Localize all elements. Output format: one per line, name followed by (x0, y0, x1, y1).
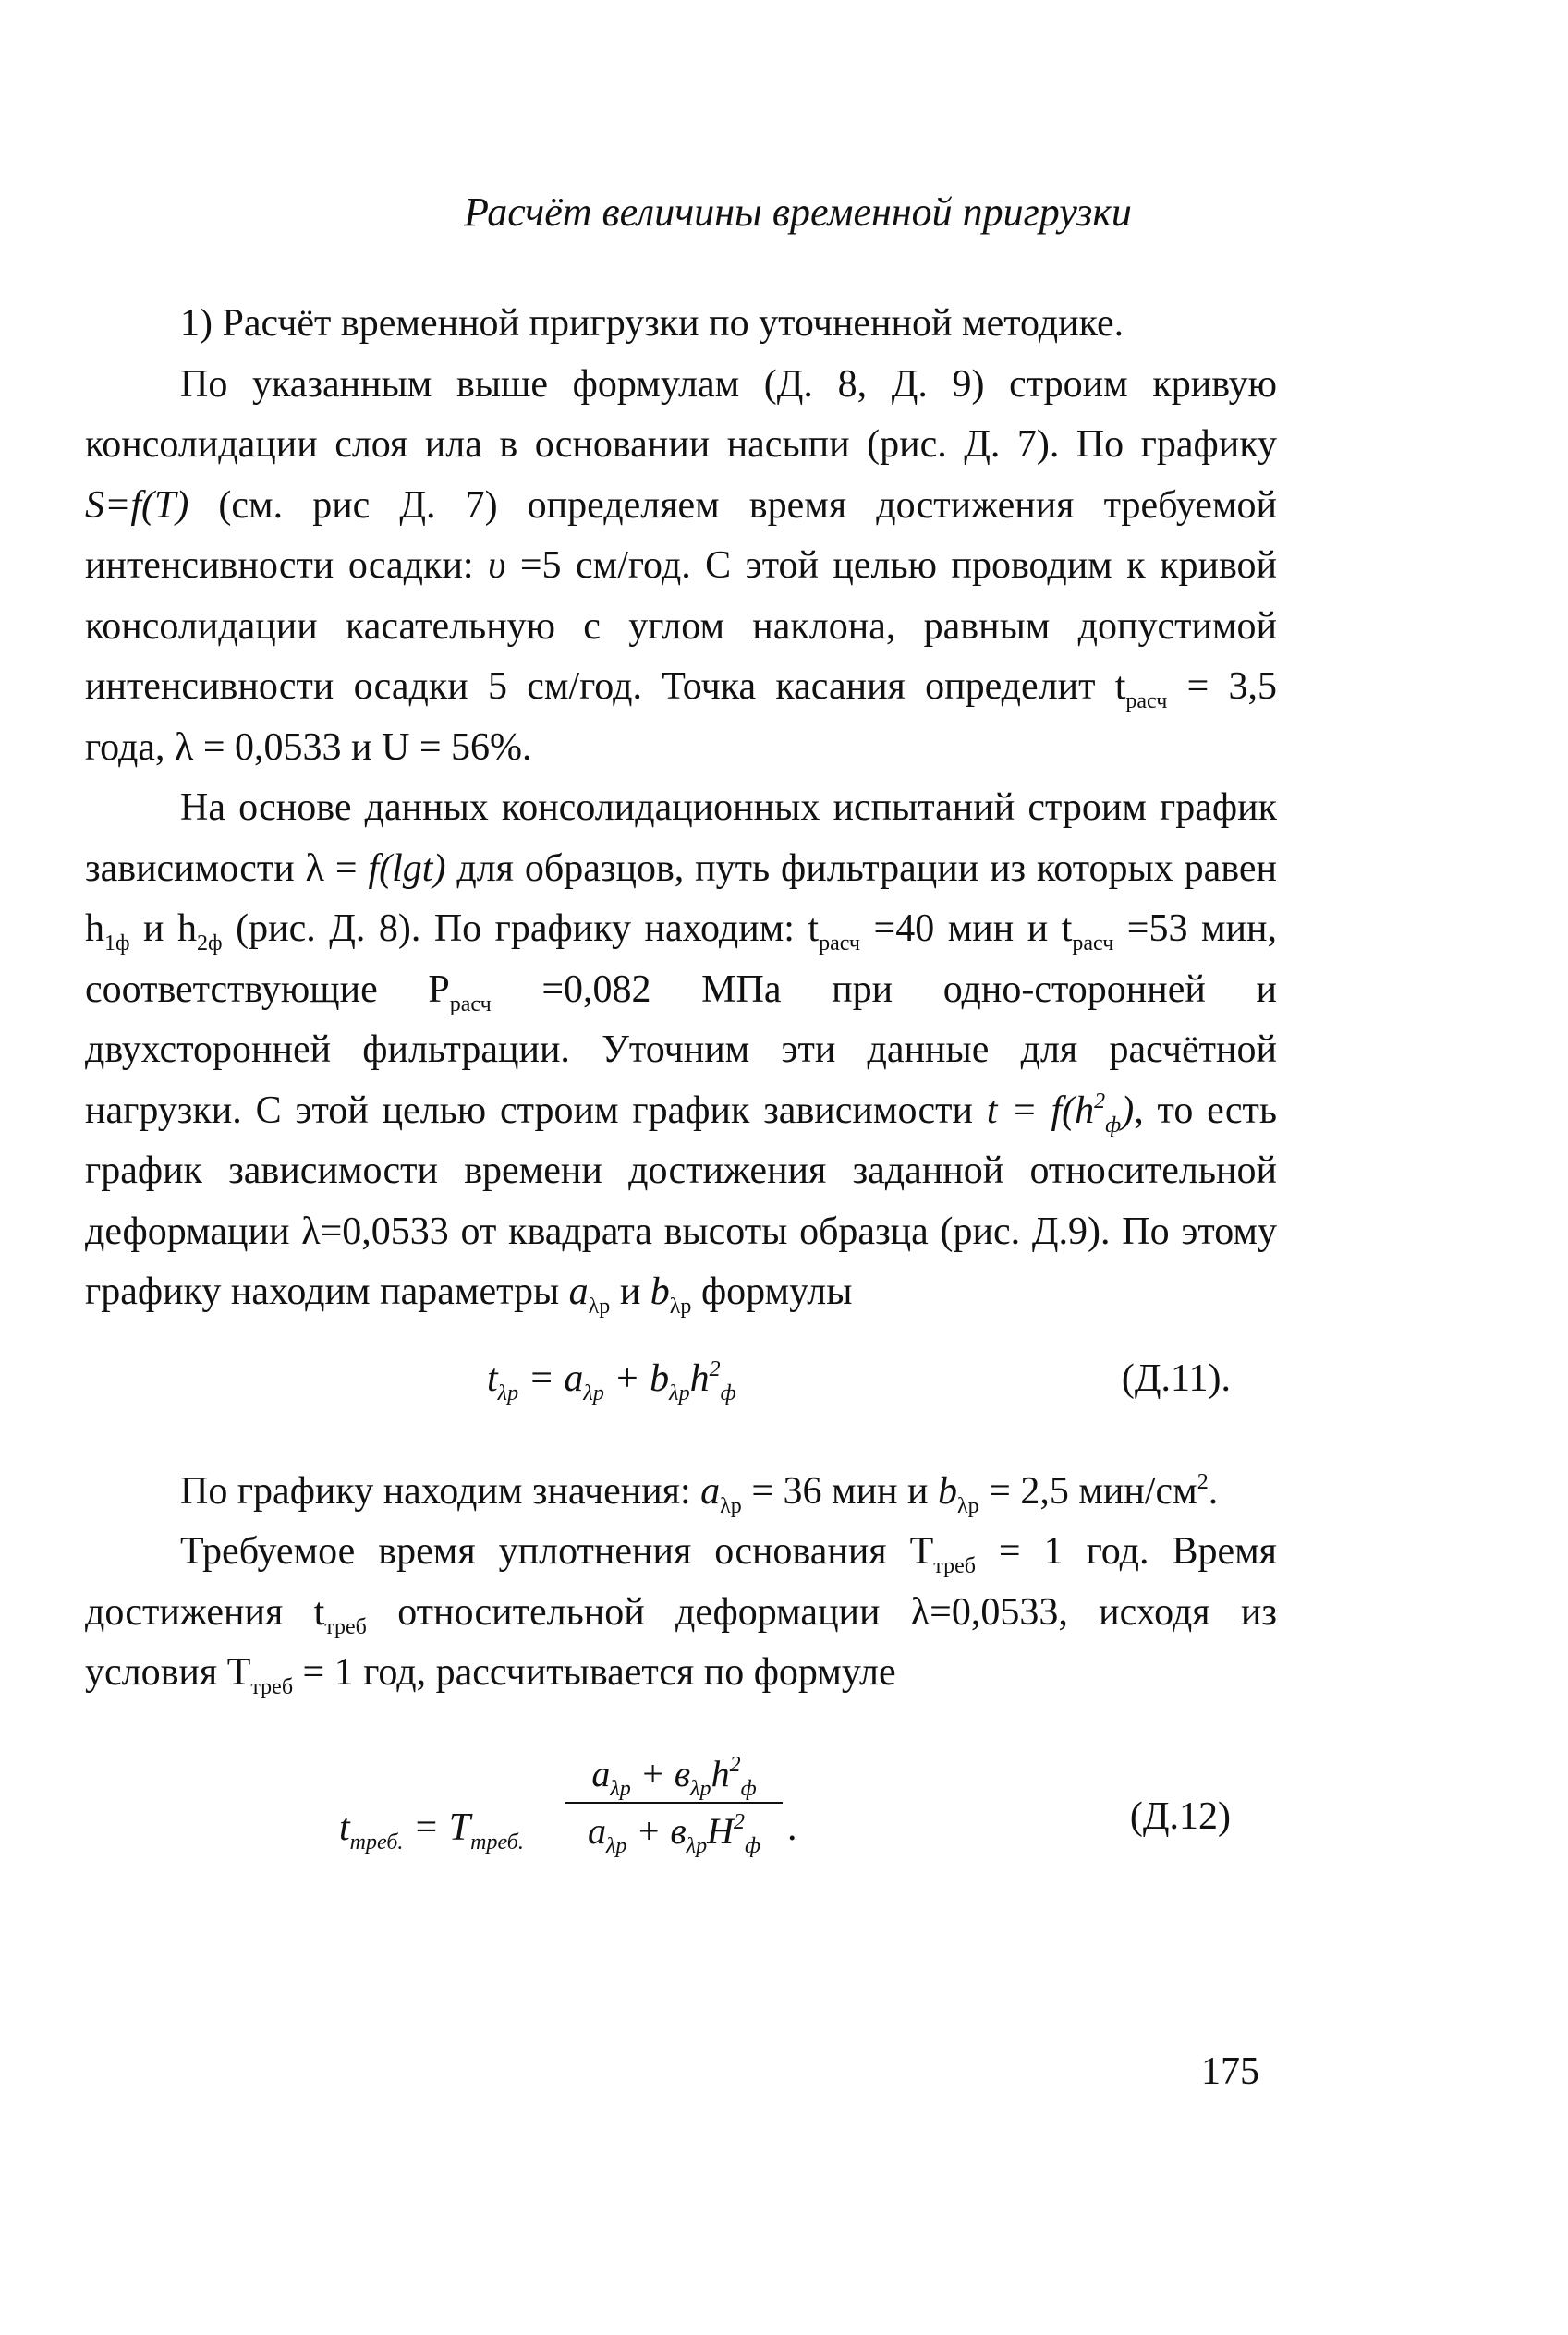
subscript: 1ф (104, 931, 130, 955)
text-run: . (1208, 1469, 1219, 1513)
text-run: На основе данных консолидационных испытаний строим график зависимости λ = (85, 786, 1277, 890)
text-run: H (707, 1809, 735, 1852)
text-run: = 2,5 мин/см (978, 1469, 1197, 1513)
text-run: в (670, 1809, 687, 1852)
superscript: 2 (1094, 1088, 1106, 1113)
paragraph-1: 1) Расчёт временной пригрузки по уточненной методике. (180, 302, 1124, 345)
text-run: и (610, 1271, 650, 1313)
page-number: 175 (1201, 2050, 1259, 2093)
text-run: По графику находим значения: (180, 1469, 701, 1513)
text-run: t (986, 1088, 998, 1132)
subscript: λp (690, 1776, 711, 1801)
text-run: + (630, 1752, 675, 1794)
text-run: ) (1121, 1088, 1135, 1132)
text-run: = f(h (997, 1088, 1095, 1132)
formula-expression (487, 1349, 736, 1410)
text-run: =5 см/год. С этой целью проводим к кривой консолидации касательную с углом наклона, равным допустимой интенсивности осадки 5 см/год. Точка касания определит t (85, 544, 1277, 708)
subscript: расч (819, 931, 861, 955)
paragraph-5 (85, 1522, 1277, 1704)
symbol-a: a (700, 1469, 721, 1513)
formula-lhs (339, 1798, 524, 1859)
text-run: = 36 мин и (741, 1469, 939, 1513)
text-run: = (518, 1356, 565, 1400)
formula-inline: f(lgt) (368, 846, 446, 890)
subscript: λp (686, 1833, 708, 1858)
subscript: λp (957, 1493, 979, 1518)
text-run: + (603, 1356, 650, 1400)
text-run: a (564, 1356, 584, 1400)
subscript: треб (250, 1675, 294, 1699)
text-run: (см. рис Д. 7) определяем время достижения требуемой интенсивности осадки: (85, 483, 1277, 587)
text-run: a (591, 1752, 611, 1794)
text-run: относительной деформации λ=0,0533, исходя из условия T (85, 1590, 1277, 1694)
subscript: расч (1125, 689, 1168, 713)
subscript: λр (669, 1295, 692, 1319)
text-run: , то есть график зависимости времени достижения заданной относительной деформации λ=0,0533 от квадрата высоты образца (рис. Д.9). По этому графику находим параметры (85, 1088, 1278, 1313)
formula-fraction (565, 1748, 783, 1857)
text-run: =0,082 МПа при одно-сторонней и двухсторонней фильтрации. Уточним эти данные для расчётной нагрузки. С этой целью строим график зависимости (85, 967, 1277, 1132)
subscript: λp (497, 1380, 519, 1405)
text-run: =40 мин и t (860, 907, 1073, 950)
formula-dot: . (787, 1806, 797, 1849)
text-run: =53 мин, соответствующие P (85, 907, 1277, 1011)
subscript: ф (1105, 1113, 1122, 1137)
superscript: 2 (729, 1752, 741, 1777)
paragraph-2 (85, 355, 1277, 779)
subscript: треб. (349, 1830, 404, 1855)
text-run: формулы (691, 1271, 853, 1313)
subscript: λp (720, 1493, 742, 1518)
formula-number: (Д.11). (1121, 1356, 1231, 1400)
text-run: h (689, 1356, 710, 1400)
subscript: ф (720, 1380, 736, 1405)
text-run: = 1 год, рассчитывается по формуле (293, 1651, 896, 1694)
subscript: λp (610, 1776, 631, 1801)
text-run: h (711, 1752, 730, 1794)
superscript: 2 (734, 1809, 746, 1834)
text-run: T (448, 1806, 471, 1849)
formula-d12 (85, 1741, 1277, 1912)
body-text (85, 294, 1277, 1912)
fraction-bar (565, 1802, 783, 1804)
superscript: 2 (1197, 1469, 1209, 1494)
superscript: 2 (709, 1356, 721, 1381)
formula-number: (Д.12) (1129, 1794, 1231, 1838)
formula-inline (986, 1088, 1135, 1137)
text-run: a (587, 1809, 606, 1852)
formula-inline: S=f(T) (85, 483, 189, 527)
text-run: t (487, 1356, 498, 1400)
text-run: По указанным выше формулам (Д. 8, Д. 9) строим кривую консолидации слоя ила в основании насыпи (рис. Д. 7). По графику (85, 362, 1277, 466)
subscript: треб (933, 1554, 976, 1578)
subscript: расч (1072, 931, 1114, 955)
text-run: Требуемое время уплотнения основания T (180, 1530, 934, 1573)
symbol-velocity: υ (488, 544, 506, 587)
text-run: + (626, 1809, 671, 1852)
subscript: расч (449, 991, 492, 1016)
subscript: ф (745, 1833, 761, 1858)
section-title: Расчёт величины временной пригрузки (464, 189, 1132, 235)
text-run: b (650, 1356, 670, 1400)
text-run: = 1 год. Время достижения t (85, 1530, 1277, 1634)
text-run: для образцов, путь фильтрации из которых равен h (85, 846, 1277, 950)
formula-d11 (85, 1323, 1277, 1462)
subscript: треб. (470, 1830, 524, 1855)
text-run: и h (129, 907, 198, 950)
subscript: λр (588, 1295, 611, 1319)
subscript: 2ф (197, 931, 223, 955)
fraction-numerator (565, 1748, 783, 1800)
text-run: t (339, 1806, 350, 1849)
subscript: λp (583, 1380, 604, 1405)
paragraph-4 (85, 1462, 1277, 1523)
subscript: λp (605, 1833, 627, 1858)
symbol-b: b (938, 1469, 958, 1513)
text-run: (рис. Д. 8). По графику находим: t (222, 907, 820, 950)
paragraph-3 (85, 778, 1277, 1323)
subscript: треб (324, 1614, 367, 1639)
fraction-denominator (565, 1806, 783, 1857)
text-run: в (674, 1752, 691, 1794)
symbol-b: b (650, 1271, 670, 1313)
subscript: λp (669, 1380, 690, 1405)
symbol-a: a (568, 1271, 589, 1313)
text-run: = 3,5 года, λ = 0,0533 и U = 56%. (85, 665, 1277, 769)
subscript: ф (740, 1776, 757, 1801)
text-run: = (403, 1806, 449, 1849)
